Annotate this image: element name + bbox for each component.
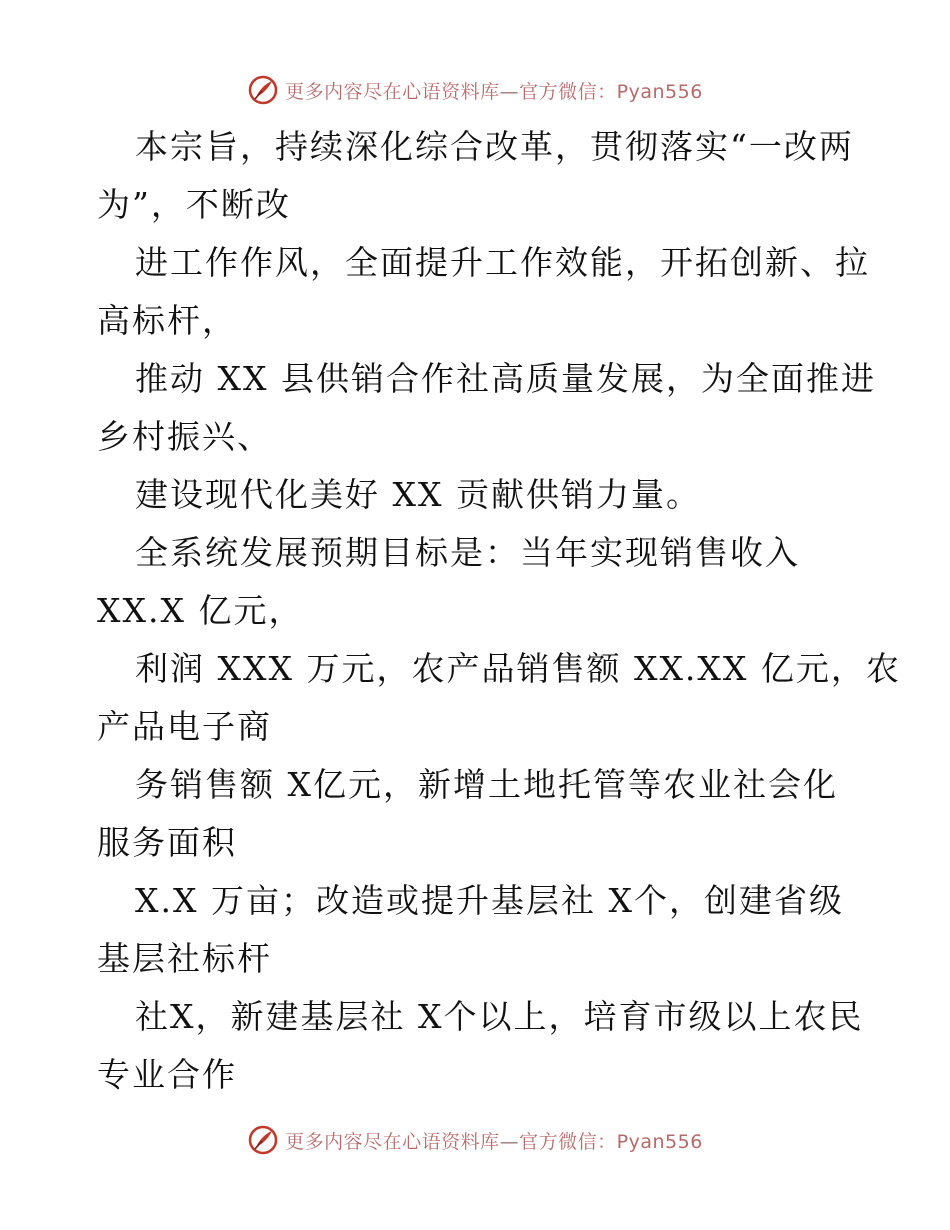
body-line: 务销售额 X亿元，新增土地托管等农业社会化	[135, 765, 838, 804]
footer-banner-text	[285, 1127, 703, 1154]
body-line: 高标杆，	[97, 301, 237, 340]
body-line: 进工作作风，全面提升工作效能，开拓创新、拉	[135, 243, 870, 282]
body-line: XX.X 亿元，	[97, 591, 304, 630]
body-line: 产品电子商	[97, 707, 272, 746]
footer-contact-text: 官方微信：Pyan556	[519, 1130, 703, 1153]
body-line: 专业合作	[97, 1055, 237, 1094]
body-line: 本宗旨，持续深化综合改革，贯彻落实“一改两	[135, 127, 854, 166]
footer-site-text: 更多内容尽在心语资料库	[285, 1130, 500, 1153]
header-banner	[0, 70, 950, 110]
body-line: 服务面积	[97, 823, 237, 862]
body-line: 为”，不断改	[97, 185, 291, 224]
header-banner-text	[285, 77, 703, 104]
header-contact-text: 官方微信：Pyan556	[519, 80, 703, 103]
feather-pen-logo-icon	[247, 74, 279, 106]
header-separator: —	[499, 80, 520, 103]
body-line: 社X，新建基层社 X个以上，培育市级以上农民	[135, 997, 864, 1036]
footer-banner	[0, 1120, 950, 1160]
footer-separator: —	[499, 1130, 520, 1153]
body-line: X.X 万亩；改造或提升基层社 X个，创建省级	[135, 881, 844, 920]
header-site-text: 更多内容尽在心语资料库	[285, 80, 500, 103]
body-line: 推动 XX 县供销合作社高质量发展，为全面推进	[135, 359, 876, 398]
feather-pen-logo-icon	[247, 1124, 279, 1156]
document-body	[97, 118, 901, 1104]
body-line: 基层社标杆	[97, 939, 272, 978]
body-line: 建设现代化美好 XX 贡献供销力量。	[135, 475, 701, 514]
body-line: 乡村振兴、	[97, 417, 272, 456]
body-line: 利润 XXX 万元，农产品销售额 XX.XX 亿元，农	[135, 649, 901, 688]
body-line: 全系统发展预期目标是：当年实现销售收入	[135, 533, 800, 572]
